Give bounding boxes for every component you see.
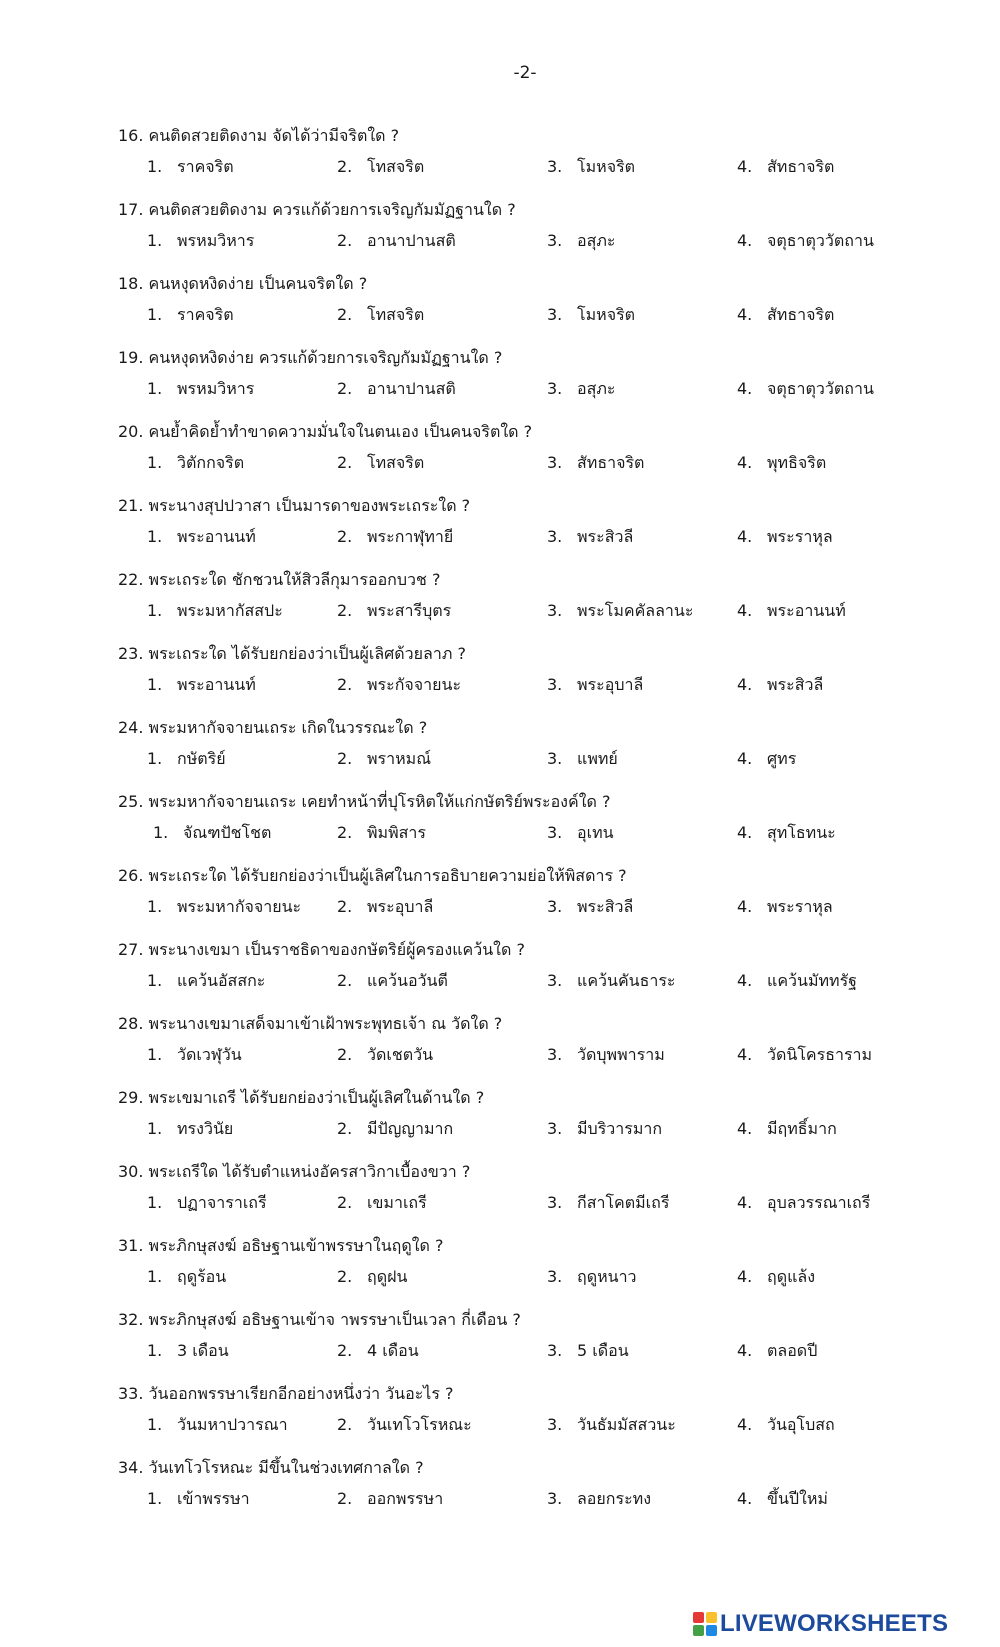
option-label: วันเทโวโรหณะ	[367, 1415, 472, 1434]
option-number: 3.	[547, 527, 563, 546]
question-list	[0, 118, 1000, 1524]
answer-option-1[interactable]	[147, 1117, 233, 1142]
answer-option-4[interactable]	[737, 969, 857, 994]
option-number: 2.	[337, 1045, 353, 1064]
question-text: 22. พระเถระใด ชักชวนให้สิวลีกุมารออกบวช ?	[118, 570, 441, 589]
answer-option-4[interactable]	[737, 673, 823, 698]
option-label: ปฏาจาราเถรี	[177, 1193, 267, 1212]
option-label: เข้าพรรษา	[177, 1489, 250, 1508]
option-label: พระอานนท์	[177, 527, 256, 546]
option-number: 3.	[547, 1489, 563, 1508]
option-label: ราคจริต	[177, 157, 234, 176]
option-label: พระโมคคัลลานะ	[577, 601, 694, 620]
answer-option-4[interactable]	[737, 599, 846, 624]
option-number: 2.	[337, 1415, 353, 1434]
question-17	[0, 192, 1000, 266]
option-label: วันอุโบสถ	[767, 1415, 835, 1434]
option-label: ศูทร	[767, 749, 797, 768]
option-number: 4.	[737, 1489, 753, 1508]
option-label: จัณฑปัชโชต	[183, 823, 272, 842]
answer-option-1[interactable]	[147, 895, 301, 920]
option-number: 4.	[737, 231, 753, 250]
option-number: 1.	[147, 1489, 163, 1508]
option-label: ฤดูหนาว	[577, 1267, 637, 1286]
answer-option-4[interactable]	[737, 747, 796, 772]
answer-option-1[interactable]	[147, 1265, 226, 1290]
option-label: พระกัจจายนะ	[367, 675, 462, 694]
option-number: 2.	[337, 675, 353, 694]
option-number: 4.	[737, 1341, 753, 1360]
answer-option-1[interactable]	[147, 377, 254, 402]
option-label: โมหจริต	[577, 305, 636, 324]
answer-option-1[interactable]	[147, 599, 283, 624]
question-20	[0, 414, 1000, 488]
option-label: ลอยกระทง	[577, 1489, 652, 1508]
option-number: 2.	[337, 231, 353, 250]
option-number: 1.	[147, 1267, 163, 1286]
logo-icon	[693, 1612, 717, 1636]
option-number: 4.	[737, 453, 753, 472]
option-label: ราคจริต	[177, 305, 234, 324]
answer-option-4[interactable]	[737, 821, 836, 846]
answer-option-3[interactable]	[547, 229, 616, 254]
option-number: 3.	[547, 453, 563, 472]
option-label: อุบลวรรณาเถรี	[767, 1193, 871, 1212]
option-number: 1.	[147, 527, 163, 546]
answer-option-3[interactable]	[547, 1339, 629, 1364]
option-number: 4.	[737, 1193, 753, 1212]
question-text: 21. พระนางสุปปวาสา เป็นมารดาของพระเถระใด ?	[118, 496, 471, 515]
answer-option-1[interactable]	[147, 1487, 250, 1512]
option-label: กีสาโคตมีเถรี	[577, 1193, 670, 1212]
question-text: 20. คนย้ำคิดย้ำทำขาดความมั่นใจในตนเอง เป็นคนจริตใด ?	[118, 422, 533, 441]
option-number: 4.	[737, 971, 753, 990]
question-text: 28. พระนางเขมาเสด็จมาเข้าเฝ้าพระพุทธเจ้า ณ วัดใด ?	[118, 1014, 503, 1033]
option-label: วัดนิโครธาราม	[767, 1045, 873, 1064]
option-label: พระอานนท์	[767, 601, 846, 620]
question-text: 23. พระเถระใด ได้รับยกย่องว่าเป็นผู้เลิศด้วยลาภ ?	[118, 644, 466, 663]
option-label: ฤดูฝน	[367, 1267, 408, 1286]
answer-option-1[interactable]	[147, 303, 234, 328]
question-27	[0, 932, 1000, 1006]
answer-option-2[interactable]	[337, 155, 424, 180]
answer-option-3[interactable]	[547, 1487, 651, 1512]
option-label: มีปัญญามาก	[367, 1119, 454, 1138]
answer-option-2[interactable]	[337, 525, 453, 550]
option-number: 3.	[547, 1341, 563, 1360]
option-number: 1.	[147, 1193, 163, 1212]
option-number: 3.	[547, 305, 563, 324]
question-text: 34. วันเทโวโรหณะ มีขึ้นในช่วงเทศกาลใด ?	[118, 1458, 424, 1477]
option-label: วัดเวฬุวัน	[177, 1045, 242, 1064]
page-number: -2-	[513, 63, 537, 83]
option-label: พรหมวิหาร	[177, 231, 255, 250]
option-number: 4.	[737, 1415, 753, 1434]
answer-option-4[interactable]	[737, 1265, 815, 1290]
question-34	[0, 1450, 1000, 1524]
option-number: 1.	[147, 601, 163, 620]
answer-option-4[interactable]	[737, 451, 826, 476]
option-label: แคว้นอวันตี	[367, 971, 448, 990]
answer-option-1[interactable]	[147, 229, 254, 254]
option-number: 3.	[547, 1267, 563, 1286]
option-number: 2.	[337, 1119, 353, 1138]
question-text: 29. พระเขมาเถรี ได้รับยกย่องว่าเป็นผู้เลิศในด้านใด ?	[118, 1088, 485, 1107]
option-number: 2.	[337, 157, 353, 176]
answer-option-2[interactable]	[337, 377, 456, 402]
answer-option-4[interactable]	[737, 525, 833, 550]
option-label: มีฤทธิ์มาก	[767, 1119, 837, 1138]
option-number: 1.	[147, 1341, 163, 1360]
answer-option-2[interactable]	[337, 229, 456, 254]
option-label: อสุภะ	[577, 231, 616, 250]
answer-option-2[interactable]	[337, 1043, 433, 1068]
option-label: แคว้นมัททรัฐ	[767, 971, 857, 990]
answer-option-2[interactable]	[337, 895, 433, 920]
option-number: 1.	[147, 231, 163, 250]
option-label: จตุธาตุววัตถาน	[767, 231, 874, 250]
answer-option-1[interactable]	[147, 969, 265, 994]
option-label: แคว้นอัสสกะ	[177, 971, 266, 990]
option-label: 5 เดือน	[577, 1341, 629, 1360]
option-number: 1.	[147, 971, 163, 990]
option-label: พระอานนท์	[177, 675, 256, 694]
answer-option-4[interactable]	[737, 1117, 837, 1142]
answer-option-3[interactable]	[547, 451, 644, 476]
question-25	[0, 784, 1000, 858]
option-label: ตลอดปี	[767, 1341, 818, 1360]
answer-option-2[interactable]	[337, 821, 426, 846]
question-30	[0, 1154, 1000, 1228]
option-label: พระสารีบุตร	[367, 601, 452, 620]
question-33	[0, 1376, 1000, 1450]
answer-option-3[interactable]	[547, 303, 635, 328]
answer-option-1[interactable]	[147, 451, 244, 476]
option-label: ขึ้นปีใหม่	[767, 1489, 828, 1508]
question-19	[0, 340, 1000, 414]
answer-option-3[interactable]	[547, 895, 633, 920]
question-text: 19. คนหงุดหงิดง่าย ควรแก้ด้วยการเจริญกัมมัฏฐานใด ?	[118, 348, 503, 367]
question-18	[0, 266, 1000, 340]
option-label: พรหมวิหาร	[177, 379, 255, 398]
option-number: 2.	[337, 601, 353, 620]
option-number: 3.	[547, 749, 563, 768]
option-number: 2.	[337, 1341, 353, 1360]
option-label: พิมพิสาร	[367, 823, 426, 842]
logo-text: LIVEWORKSHEETS	[720, 1610, 949, 1637]
answer-option-3[interactable]	[547, 969, 676, 994]
answer-option-1[interactable]	[147, 1043, 242, 1068]
option-label: โทสจริต	[367, 305, 425, 324]
question-text: 17. คนติดสวยติดงาม ควรแก้ด้วยการเจริญกัมมัฏฐานใด ?	[118, 200, 516, 219]
answer-option-4[interactable]	[737, 1413, 835, 1438]
question-text: 32. พระภิกษุสงฆ์ อธิษฐานเข้าจ าพรรษาเป็นเวลา กี่เดือน ?	[118, 1310, 521, 1329]
option-number: 1.	[147, 1119, 163, 1138]
question-22	[0, 562, 1000, 636]
option-label: มีบริวารมาก	[577, 1119, 663, 1138]
option-number: 3.	[547, 1119, 563, 1138]
answer-option-4[interactable]	[737, 1339, 817, 1364]
answer-option-2[interactable]	[337, 451, 424, 476]
question-text: 25. พระมหากัจจายนเถระ เคยทำหน้าที่ปุโรหิตให้แก่กษัตริย์พระองค์ใด ?	[118, 792, 611, 811]
option-label: สุทโธทนะ	[767, 823, 836, 842]
option-label: อสุภะ	[577, 379, 616, 398]
option-number: 4.	[737, 305, 753, 324]
option-number: 2.	[337, 527, 353, 546]
option-number: 2.	[337, 1193, 353, 1212]
option-number: 1.	[147, 379, 163, 398]
option-number: 2.	[337, 453, 353, 472]
answer-option-2[interactable]	[337, 747, 431, 772]
option-label: อานาปานสติ	[367, 231, 456, 250]
option-label: วันมหาปวารณา	[177, 1415, 288, 1434]
answer-option-1[interactable]	[147, 525, 256, 550]
answer-option-4[interactable]	[737, 155, 834, 180]
answer-option-3[interactable]	[547, 1043, 665, 1068]
answer-option-1[interactable]	[147, 673, 256, 698]
option-label: พราหมณ์	[367, 749, 432, 768]
question-21	[0, 488, 1000, 562]
option-number: 3.	[547, 601, 563, 620]
answer-option-1[interactable]	[153, 821, 271, 846]
answer-option-3[interactable]	[547, 155, 635, 180]
question-text: 24. พระมหากัจจายนเถระ เกิดในวรรณะใด ?	[118, 718, 428, 737]
answer-option-2[interactable]	[337, 1265, 407, 1290]
option-number: 1.	[147, 305, 163, 324]
answer-option-2[interactable]	[337, 1487, 443, 1512]
option-number: 3.	[547, 157, 563, 176]
answer-option-2[interactable]	[337, 1117, 453, 1142]
answer-option-2[interactable]	[337, 303, 424, 328]
option-number: 3.	[547, 823, 563, 842]
option-number: 3.	[547, 675, 563, 694]
option-label: อุเทน	[577, 823, 614, 842]
question-text: 26. พระเถระใด ได้รับยกย่องว่าเป็นผู้เลิศในการอธิบายความย่อให้พิสดาร ?	[118, 866, 627, 885]
answer-option-1[interactable]	[147, 1413, 288, 1438]
question-text: 31. พระภิกษุสงฆ์ อธิษฐานเข้าพรรษาในฤดูใด ?	[118, 1236, 444, 1255]
option-label: วัดเชตวัน	[367, 1045, 434, 1064]
option-number: 4.	[737, 379, 753, 398]
option-label: แคว้นคันธาระ	[577, 971, 676, 990]
option-label: พระราหุล	[767, 897, 833, 916]
question-23	[0, 636, 1000, 710]
answer-option-3[interactable]	[547, 1265, 637, 1290]
option-label: ทรงวินัย	[177, 1119, 234, 1138]
option-label: เขมาเถรี	[367, 1193, 427, 1212]
answer-option-3[interactable]	[547, 821, 614, 846]
option-label: กษัตริย์	[177, 749, 226, 768]
option-label: 4 เดือน	[367, 1341, 419, 1360]
option-number: 1.	[147, 897, 163, 916]
option-number: 2.	[337, 823, 353, 842]
answer-option-3[interactable]	[547, 1117, 662, 1142]
option-number: 4.	[737, 1045, 753, 1064]
option-number: 3.	[547, 1415, 563, 1434]
option-label: พระอุบาลี	[577, 675, 644, 694]
option-number: 3.	[547, 971, 563, 990]
option-number: 2.	[337, 305, 353, 324]
option-number: 2.	[337, 1267, 353, 1286]
option-number: 4.	[737, 1267, 753, 1286]
answer-option-2[interactable]	[337, 1339, 419, 1364]
question-32	[0, 1302, 1000, 1376]
answer-option-3[interactable]	[547, 747, 618, 772]
question-28	[0, 1006, 1000, 1080]
option-label: 3 เดือน	[177, 1341, 229, 1360]
answer-option-4[interactable]	[737, 303, 834, 328]
option-number: 4.	[737, 675, 753, 694]
option-label: พุทธิจริต	[767, 453, 827, 472]
option-label: สัทธาจริต	[767, 157, 835, 176]
answer-option-3[interactable]	[547, 525, 633, 550]
answer-option-1[interactable]	[147, 155, 234, 180]
answer-option-4[interactable]	[737, 1487, 828, 1512]
option-label: โมหจริต	[577, 157, 636, 176]
option-label: พระมหากัจจายนะ	[177, 897, 302, 916]
option-number: 2.	[337, 749, 353, 768]
option-label: พระสิวลี	[577, 527, 634, 546]
answer-option-4[interactable]	[737, 1043, 872, 1068]
option-number: 3.	[547, 379, 563, 398]
option-label: สัทธาจริต	[767, 305, 835, 324]
option-label: พระอุบาลี	[367, 897, 434, 916]
option-number: 1.	[147, 1045, 163, 1064]
option-number: 4.	[737, 749, 753, 768]
question-text: 30. พระเถรีใด ได้รับตำแหน่งอัครสาวิกาเบื้องขวา ?	[118, 1162, 471, 1181]
option-number: 4.	[737, 527, 753, 546]
option-number: 4.	[737, 157, 753, 176]
option-label: ฤดูแล้ง	[767, 1267, 816, 1286]
option-label: พระสิวลี	[767, 675, 824, 694]
option-number: 1.	[147, 157, 163, 176]
option-number: 3.	[547, 1045, 563, 1064]
option-number: 2.	[337, 897, 353, 916]
option-label: พระกาฬุทายี	[367, 527, 454, 546]
answer-option-4[interactable]	[737, 377, 874, 402]
option-number: 2.	[337, 1489, 353, 1508]
option-number: 1.	[147, 1415, 163, 1434]
option-label: ฤดูร้อน	[177, 1267, 227, 1286]
option-label: สัทธาจริต	[577, 453, 645, 472]
answer-option-2[interactable]	[337, 673, 461, 698]
option-number: 1.	[147, 453, 163, 472]
answer-option-3[interactable]	[547, 1191, 669, 1216]
option-label: พระสิวลี	[577, 897, 634, 916]
option-number: 4.	[737, 823, 753, 842]
option-number: 3.	[547, 231, 563, 250]
option-number: 3.	[547, 1193, 563, 1212]
question-text: 27. พระนางเขมา เป็นราชธิดาของกษัตริย์ผู้ครองแคว้นใด ?	[118, 940, 525, 959]
option-label: วิตักกจริต	[177, 453, 245, 472]
option-number: 1.	[147, 749, 163, 768]
question-text: 33. วันออกพรรษาเรียกอีกอย่างหนึ่งว่า วันอะไร ?	[118, 1384, 454, 1403]
answer-option-1[interactable]	[147, 1339, 229, 1364]
option-label: วันธัมมัสสวนะ	[577, 1415, 676, 1434]
answer-option-1[interactable]	[147, 747, 226, 772]
question-24	[0, 710, 1000, 784]
option-label: โทสจริต	[367, 453, 425, 472]
option-label: โทสจริต	[367, 157, 425, 176]
answer-option-4[interactable]	[737, 1191, 870, 1216]
question-29	[0, 1080, 1000, 1154]
option-label: แพทย์	[577, 749, 618, 768]
answer-option-1[interactable]	[147, 1191, 267, 1216]
answer-option-4[interactable]	[737, 895, 833, 920]
question-text: 18. คนหงุดหงิดง่าย เป็นคนจริตใด ?	[118, 274, 368, 293]
liveworksheets-logo[interactable]	[693, 1611, 948, 1637]
option-number: 1.	[147, 675, 163, 694]
question-text: 16. คนติดสวยติดงาม จัดได้ว่ามีจริตใด ?	[118, 126, 400, 145]
option-number: 2.	[337, 379, 353, 398]
question-31	[0, 1228, 1000, 1302]
answer-option-2[interactable]	[337, 969, 448, 994]
answer-option-3[interactable]	[547, 673, 643, 698]
option-number: 2.	[337, 971, 353, 990]
question-16	[0, 118, 1000, 192]
answer-option-3[interactable]	[547, 377, 616, 402]
option-number: 1.	[153, 823, 169, 842]
option-label: พระมหากัสสปะ	[177, 601, 283, 620]
answer-option-2[interactable]	[337, 1191, 427, 1216]
answer-option-2[interactable]	[337, 599, 451, 624]
answer-option-4[interactable]	[737, 229, 874, 254]
option-label: จตุธาตุววัตถาน	[767, 379, 874, 398]
answer-option-3[interactable]	[547, 599, 693, 624]
option-label: ออกพรรษา	[367, 1489, 444, 1508]
option-number: 3.	[547, 897, 563, 916]
answer-option-3[interactable]	[547, 1413, 676, 1438]
option-label: วัดบุพพาราม	[577, 1045, 665, 1064]
question-26	[0, 858, 1000, 932]
option-number: 4.	[737, 897, 753, 916]
option-number: 4.	[737, 601, 753, 620]
option-number: 4.	[737, 1119, 753, 1138]
option-label: พระราหุล	[767, 527, 833, 546]
option-label: อานาปานสติ	[367, 379, 456, 398]
answer-option-2[interactable]	[337, 1413, 472, 1438]
